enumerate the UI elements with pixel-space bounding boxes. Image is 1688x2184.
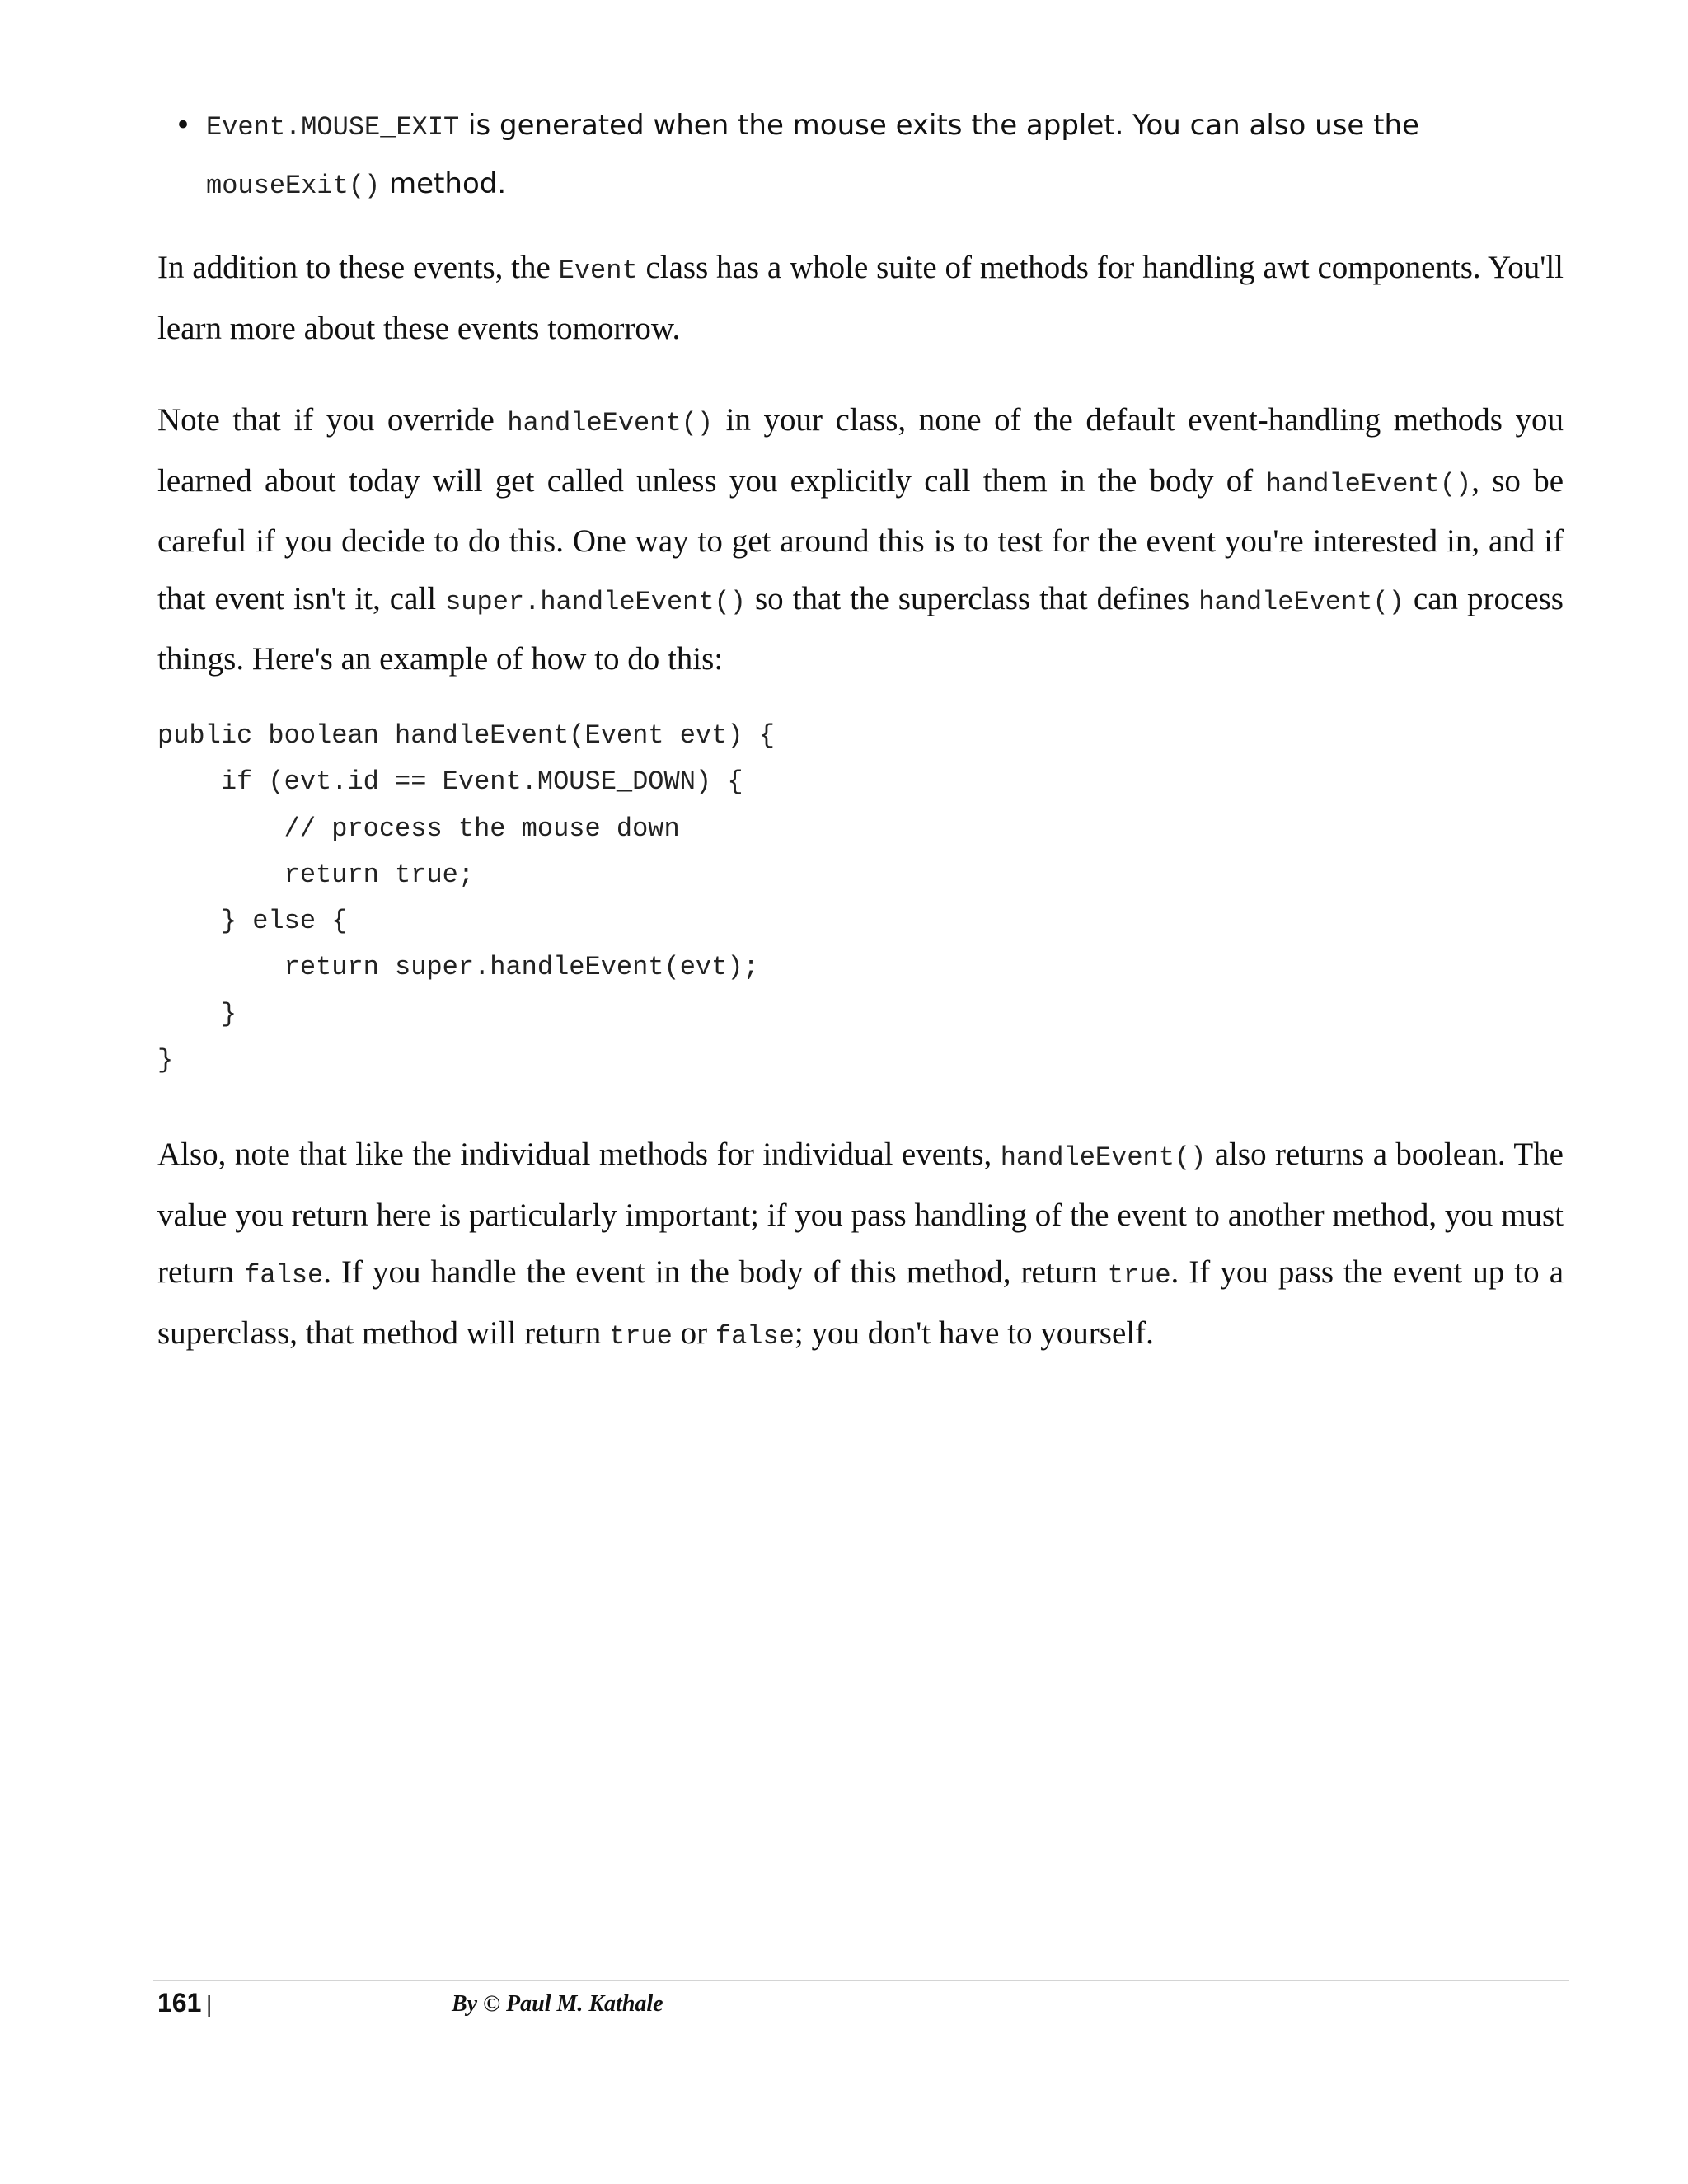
inline-code: handleEvent()	[1265, 468, 1472, 499]
bullet-text: method.	[380, 167, 507, 200]
body-paragraph	[157, 1126, 1564, 1365]
paragraph-text: also returns a boolean. The value you return here is particularly important; if you pass handling of the event to another method, you must return	[157, 1137, 1564, 1290]
paragraph-text: in your class, none of the default event-handling methods you learned about today will get called unless you explicitly call them in the body of	[157, 402, 1564, 499]
bullet-text: is generated when the mouse exits the applet. You can also use the	[459, 109, 1419, 142]
body-paragraph	[157, 391, 1564, 688]
inline-code: false	[244, 1260, 324, 1291]
paragraph-text: , so be careful if you decide to do this. One way to get around this is to test for the event you're interested in, and if that event isn't it, call	[157, 462, 1564, 616]
paragraph-text: so that the superclass that defines	[745, 580, 1199, 616]
paragraph-text: can process things. Here's an example of how to do this:	[157, 580, 1564, 677]
bullet-icon: •	[175, 109, 192, 142]
bullet-item	[175, 97, 1591, 214]
paragraph-text: class has a whole suite of methods for handling awt components. You'll learn more about these events tomorrow.	[157, 250, 1564, 346]
inline-code: handleEvent()	[1000, 1142, 1207, 1173]
inline-code: Event	[558, 255, 638, 286]
paragraph-text: or	[672, 1315, 715, 1351]
page-number: 161	[157, 1988, 202, 2018]
inline-code: super.handleEvent()	[445, 586, 746, 617]
inline-code: true	[609, 1320, 673, 1352]
body-paragraph	[157, 239, 1564, 357]
footer-separator: |	[206, 1991, 213, 2017]
paragraph-text: In addition to these events, the	[157, 250, 559, 285]
paragraph-text: . If you pass the event up to a superclass, that method will return	[157, 1254, 1564, 1351]
paragraph-text: ; you don't have to yourself.	[794, 1315, 1154, 1351]
inline-code: mouseExit()	[206, 171, 381, 201]
inline-code: Event.MOUSE_EXIT	[206, 112, 460, 143]
inline-code: handleEvent()	[1198, 586, 1404, 617]
paragraph-text: Also, note that like the individual methods for individual events,	[157, 1137, 1001, 1172]
paragraph-text: . If you handle the event in the body of this method, return	[323, 1254, 1108, 1290]
inline-code: handleEvent()	[507, 408, 714, 438]
inline-code: false	[715, 1320, 795, 1352]
footer-author: By © Paul M. Kathale	[452, 1991, 663, 2017]
inline-code: true	[1107, 1260, 1171, 1291]
footer-divider	[153, 1980, 1569, 1981]
paragraph-text: Note that if you override	[157, 402, 508, 438]
code-block: public boolean handleEvent(Event evt) { if (evt.id == Event.MOUSE_DOWN) { // process the mouse down return true; } else { return super.handleEvent(evt); } }	[157, 720, 775, 1076]
